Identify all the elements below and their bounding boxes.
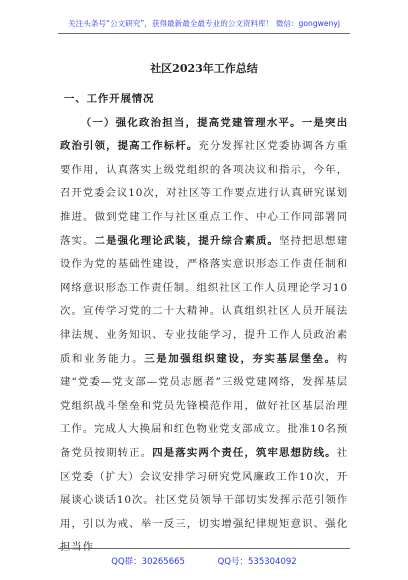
promo-header: 关注头条号“公文研究”，获得最新最全最专业的公文资料库！ 微信：gongwenyj [68, 19, 340, 28]
bold-heading-run: 三是加强组织建设，夯实基层堡垒。 [144, 352, 337, 365]
text-run: 充分发挥社区党委协调各方重要作用，认真落实上级党组织的各项决议和指示，今年，召开党委会议10次，对社区等工作要点进行认真研究谋划推进。做到党建工作与社区重点工作、中心工作同部署同落实。 [60, 140, 348, 247]
bold-heading-run: （一）强化政治担当，提高党建管理水平。 [80, 116, 302, 129]
bold-heading-run: 四是落实两个责任，筑牢思想防线。 [152, 446, 337, 459]
document-body [60, 88, 348, 560]
section-heading: 一、工作开展情况 [64, 93, 155, 105]
bold-heading-run: 一是突出政治引领，提高工作标杆。 [60, 116, 348, 153]
bold-heading-run: 二是强化理论武装，提升综合素质。 [94, 234, 280, 247]
text-run: 坚持把思想建设作为党的基础性建设，严格落实意识形态工作责任制和网络意识形态工作责任制。组织社区工作人员理论学习10次。宣传学习党的二十大精神。认真组织社区人员开展法律法规、业务知识、专业技能学习，提升工作人员政治素质和业务能力。 [60, 234, 348, 365]
qq-group-text: QQ群：30265665 [111, 557, 185, 567]
footer-divider [58, 548, 350, 549]
header-divider [58, 33, 350, 34]
document-title: 社区2023年工作总结 [150, 62, 258, 75]
text-run: 构建“党委—党支部—党员志愿者”三级党建网络，发挥基层党组织战斗堡垒和党员先锋模范作用，做好社区基层治理工作。完成人大换届和红色物业党支部成立。批准10名预备党员按期转正。 [60, 352, 348, 459]
text-run: 社区党委（扩大）会议安排学习研究党风廉政工作10次，开展谈心谈话10次。社区党员领导干部切实发挥示范引领作用，引以为戒、举一反三，切实增强纪律规矩意识、强化担当作 [60, 446, 348, 554]
contact-footer [0, 555, 408, 567]
qq-number-text: QQ号：535304092 [217, 557, 297, 567]
body-paragraph [60, 112, 348, 560]
